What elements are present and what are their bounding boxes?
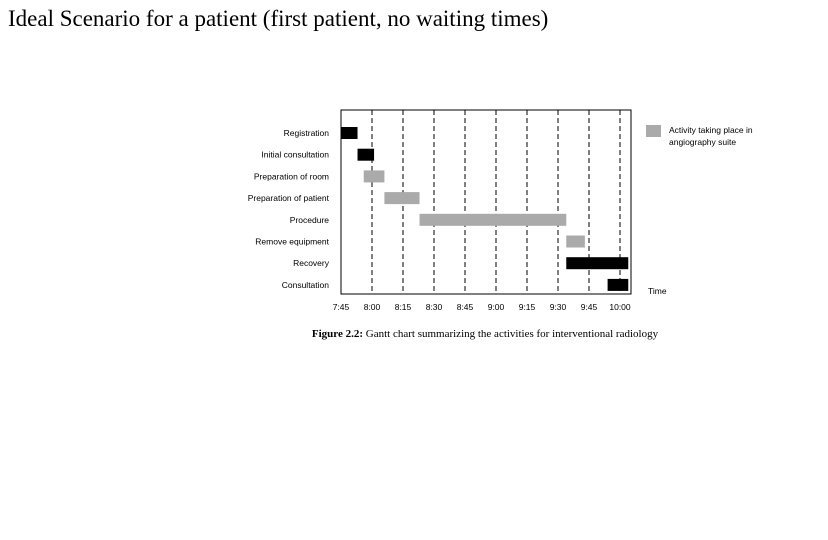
task-label: Registration [283, 128, 329, 138]
task-label: Recovery [293, 258, 329, 269]
task-label: Consultation [281, 279, 329, 290]
task-bars [341, 127, 628, 291]
task-bar [566, 236, 585, 248]
figure-caption [0, 328, 828, 340]
x-tick-label: 8:30 [425, 302, 443, 312]
x-tick-label: 9:45 [580, 302, 598, 312]
x-tick-labels [333, 302, 631, 312]
x-tick-label: 9:30 [549, 302, 567, 312]
task-bar [358, 149, 375, 161]
task-bar [364, 170, 385, 182]
x-tick-label: 10:00 [609, 302, 631, 312]
caption-text: Gantt chart summarizing the activities for interventional radiology [363, 328, 659, 340]
x-tick-label: 8:15 [394, 302, 412, 312]
task-bar [608, 279, 629, 291]
task-bar [566, 257, 628, 269]
task-label: Initial consultation [261, 149, 329, 160]
task-bar [341, 127, 358, 139]
task-label: Preparation of room [253, 171, 329, 182]
task-bar [384, 192, 419, 204]
x-tick-label: 9:00 [487, 302, 505, 312]
legend-swatch [646, 125, 661, 137]
x-tick-label: 9:15 [518, 302, 536, 312]
x-tick-label: 8:45 [456, 302, 474, 312]
legend [646, 125, 753, 147]
caption-label: Figure 2.2: [311, 328, 364, 340]
task-label: Procedure [289, 214, 329, 225]
task-label: Remove equipment [255, 236, 329, 247]
page-title: Ideal Scenario for a patient (first patient, no waiting times) [8, 6, 549, 31]
task-labels [248, 128, 330, 290]
x-axis-label: Time [648, 286, 667, 296]
x-tick-label: 7:45 [332, 302, 350, 312]
legend-label: angiography suite [669, 137, 737, 147]
task-label: Preparation of patient [247, 193, 329, 204]
legend-label: Activity taking place in [669, 125, 753, 135]
x-tick-label: 8:00 [363, 302, 381, 312]
task-bar [420, 214, 567, 226]
